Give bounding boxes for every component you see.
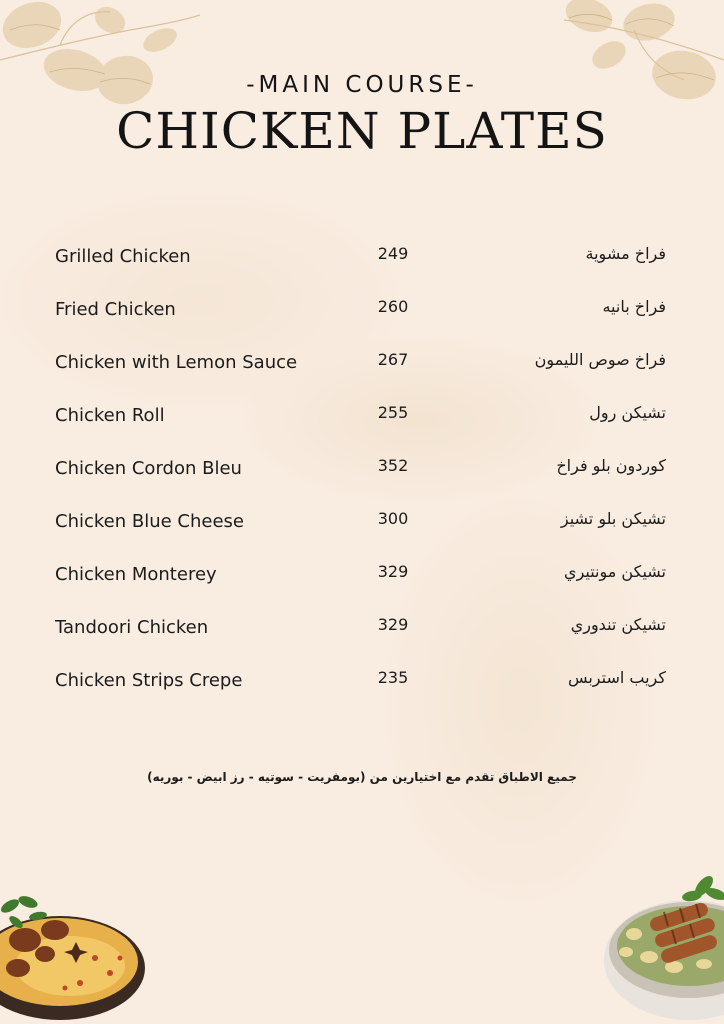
item-name-arabic: تشيكن مونتيري xyxy=(564,562,666,581)
grilled-chicken-pasta-image xyxy=(604,872,724,1024)
menu-item xyxy=(0,293,724,346)
menu-item xyxy=(0,452,724,505)
item-price: 255 xyxy=(377,403,409,422)
item-price: 352 xyxy=(377,456,409,475)
menu-item xyxy=(0,558,724,611)
section-subtitle: -MAIN COURSE- xyxy=(246,72,478,98)
item-name-english: Chicken Strips Crepe xyxy=(55,670,243,691)
item-price: 300 xyxy=(377,509,409,528)
item-name-arabic: كوردون بلو فراخ xyxy=(556,456,666,475)
item-name-english: Chicken with Lemon Sauce xyxy=(55,352,298,373)
menu-item xyxy=(0,505,724,558)
item-name-english: Chicken Blue Cheese xyxy=(55,511,244,532)
item-name-english: Chicken Monterey xyxy=(55,564,217,585)
item-name-english: Tandoori Chicken xyxy=(55,617,209,638)
item-name-arabic: فراخ صوص الليمون xyxy=(534,350,666,369)
menu-item xyxy=(0,346,724,399)
sides-note: جميع الاطباق تقدم مع اختيارين من (بومفريت - سوتيه - رز ابيض - بوريه) xyxy=(147,770,577,784)
menu-item xyxy=(0,240,724,293)
item-name-english: Chicken Roll xyxy=(55,405,165,426)
item-name-english: Fried Chicken xyxy=(55,299,176,320)
item-price: 329 xyxy=(377,615,409,634)
item-name-arabic: فراخ مشوية xyxy=(585,244,666,263)
item-name-arabic: فراخ بانيه xyxy=(602,297,666,316)
item-name-arabic: كريب استربس xyxy=(567,668,666,687)
item-price: 329 xyxy=(377,562,409,581)
menu-item xyxy=(0,664,724,717)
item-name-arabic: تشيكن رول xyxy=(589,403,666,422)
item-price: 235 xyxy=(377,668,409,687)
biryani-dish-image xyxy=(0,888,145,1024)
menu-item xyxy=(0,399,724,452)
item-name-english: Chicken Cordon Bleu xyxy=(55,458,242,479)
item-price: 267 xyxy=(377,350,409,369)
item-name-arabic: تشيكن تندوري xyxy=(570,615,666,634)
page-title: CHICKEN PLATES xyxy=(116,102,608,160)
item-price: 260 xyxy=(377,297,409,316)
menu-item xyxy=(0,611,724,664)
menu-list xyxy=(0,240,724,717)
item-name-arabic: تشيكن بلو تشيز xyxy=(560,509,666,528)
item-name-english: Grilled Chicken xyxy=(55,246,191,267)
item-price: 249 xyxy=(377,244,409,263)
